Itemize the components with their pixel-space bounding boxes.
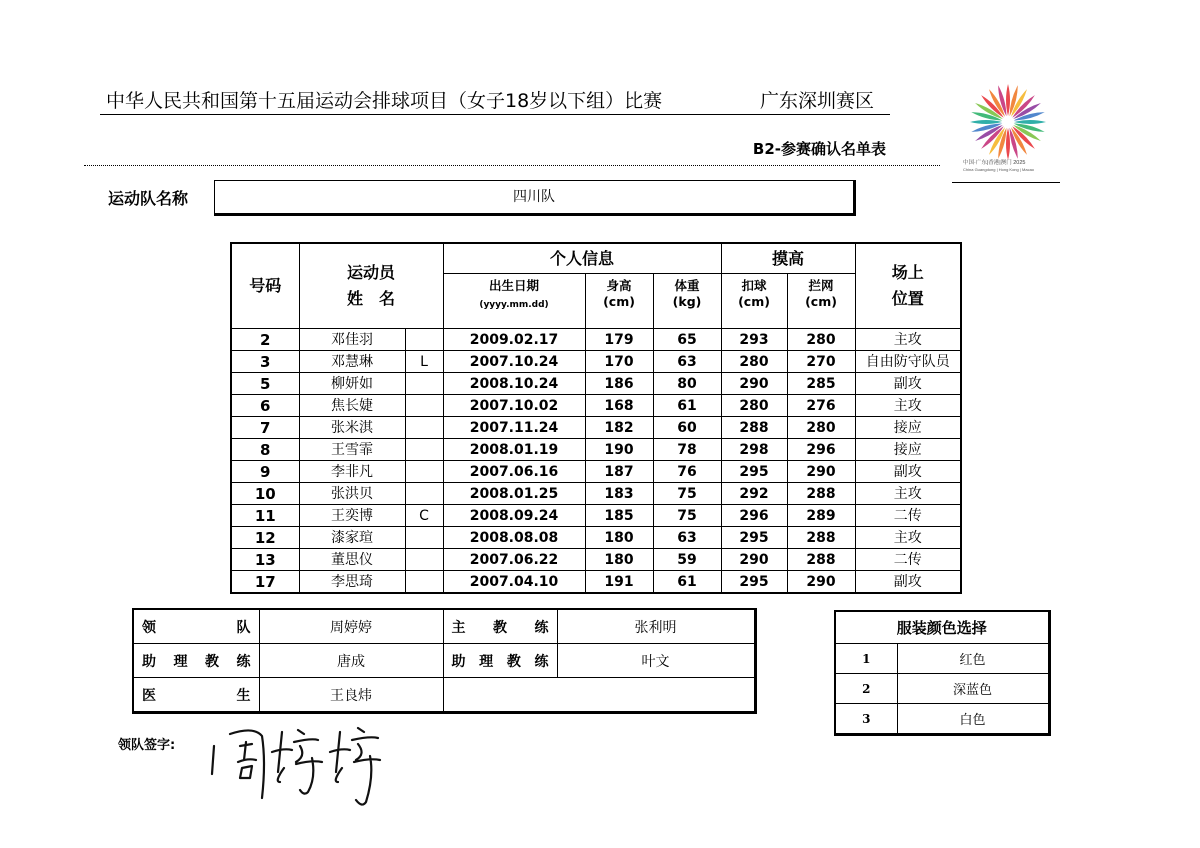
table-row: [231, 351, 961, 373]
leader-name: 周婷婷: [259, 609, 443, 644]
staff-table: [132, 608, 757, 714]
player-height: 186: [585, 373, 653, 395]
player-number: 17: [231, 571, 299, 594]
header-birthdate: [443, 274, 585, 329]
player-role: [405, 461, 443, 483]
player-position: 二传: [855, 505, 961, 527]
head-coach-label: 主教练: [443, 609, 557, 644]
event-title: [100, 88, 890, 115]
player-block-reach: 285: [787, 373, 855, 395]
player-weight: 61: [653, 571, 721, 594]
player-number: 3: [231, 351, 299, 373]
player-block-reach: 288: [787, 483, 855, 505]
player-position: 接应: [855, 439, 961, 461]
header-block-line1: 拦网: [808, 278, 834, 293]
header-height-line1: 身高: [606, 278, 632, 293]
team-label: 运动队名称: [108, 189, 189, 208]
player-block-reach: 290: [787, 461, 855, 483]
player-birthdate: 2008.01.19: [443, 439, 585, 461]
player-height: 190: [585, 439, 653, 461]
player-number: 6: [231, 395, 299, 417]
header-personal-info: 个人信息: [443, 243, 721, 274]
player-role: L: [405, 351, 443, 373]
head-coach-name: 张利明: [557, 609, 755, 644]
player-birthdate: 2007.04.10: [443, 571, 585, 594]
table-row: [231, 505, 961, 527]
player-role: [405, 373, 443, 395]
player-spike-reach: 296: [721, 505, 787, 527]
player-weight: 60: [653, 417, 721, 439]
header-reach: 摸高: [721, 243, 855, 274]
player-position: 副攻: [855, 571, 961, 594]
player-name: 董思仪: [299, 549, 405, 571]
table-row: [231, 439, 961, 461]
player-birthdate: 2007.11.24: [443, 417, 585, 439]
player-position: 主攻: [855, 395, 961, 417]
player-block-reach: 289: [787, 505, 855, 527]
player-position: 主攻: [855, 483, 961, 505]
player-weight: 61: [653, 395, 721, 417]
player-role: [405, 549, 443, 571]
player-role: C: [405, 505, 443, 527]
player-height: 187: [585, 461, 653, 483]
player-weight: 80: [653, 373, 721, 395]
player-position: 副攻: [855, 373, 961, 395]
player-role: [405, 439, 443, 461]
player-block-reach: 270: [787, 351, 855, 373]
player-birthdate: 2007.10.02: [443, 395, 585, 417]
player-name: 邓佳羽: [299, 329, 405, 351]
player-block-reach: 280: [787, 417, 855, 439]
uniform-index: 3: [835, 704, 897, 735]
player-spike-reach: 280: [721, 395, 787, 417]
uniform-color: 红色: [897, 644, 1049, 674]
player-birthdate: 2008.01.25: [443, 483, 585, 505]
divider: [84, 165, 940, 166]
player-number: 12: [231, 527, 299, 549]
player-name: 漆家瑄: [299, 527, 405, 549]
player-name: 邓慧琳: [299, 351, 405, 373]
uniform-header: 服装颜色选择: [835, 611, 1049, 644]
player-height: 179: [585, 329, 653, 351]
header-weight-line1: 体重: [674, 278, 700, 293]
event-title-text: 中华人民共和国第十五届运动会排球项目（女子18岁以下组）比赛: [106, 90, 663, 112]
logo-underline: [952, 182, 1060, 183]
player-name: 焦长婕: [299, 395, 405, 417]
player-height: 191: [585, 571, 653, 594]
doctor-label: 医生: [133, 678, 259, 713]
asst-coach-2-name: 叶文: [557, 644, 755, 678]
player-name: 王奕博: [299, 505, 405, 527]
player-birthdate: 2007.06.22: [443, 549, 585, 571]
player-weight: 59: [653, 549, 721, 571]
player-role: [405, 571, 443, 594]
signature-label: 领队签字:: [118, 738, 176, 753]
player-birthdate: 2008.08.08: [443, 527, 585, 549]
player-spike-reach: 295: [721, 461, 787, 483]
player-weight: 78: [653, 439, 721, 461]
player-name: 张洪贝: [299, 483, 405, 505]
player-spike-reach: 298: [721, 439, 787, 461]
asst-coach-label: 助理教练: [133, 644, 259, 678]
player-block-reach: 280: [787, 329, 855, 351]
table-row: [231, 483, 961, 505]
player-role: [405, 395, 443, 417]
player-spike-reach: 295: [721, 571, 787, 594]
player-height: 185: [585, 505, 653, 527]
header-position-line2: 位置: [891, 289, 924, 308]
table-row: [231, 549, 961, 571]
player-name: 王雪霏: [299, 439, 405, 461]
player-spike-reach: 280: [721, 351, 787, 373]
logo-petal: [970, 120, 1002, 124]
player-role: [405, 527, 443, 549]
player-height: 180: [585, 527, 653, 549]
player-name: 柳妍如: [299, 373, 405, 395]
player-name: 李非凡: [299, 461, 405, 483]
logo-petal: [1006, 128, 1010, 160]
player-name: 张米淇: [299, 417, 405, 439]
player-number: 2: [231, 329, 299, 351]
uniform-color: 白色: [897, 704, 1049, 735]
player-name: 李思琦: [299, 571, 405, 594]
header-weight-line2: (kg): [672, 294, 702, 309]
player-position: 自由防守队员: [855, 351, 961, 373]
header-spike-line1: 扣球: [741, 278, 767, 293]
logo-text: 中国·广东|香港|澳门 2025: [963, 160, 1026, 166]
player-weight: 65: [653, 329, 721, 351]
player-block-reach: 276: [787, 395, 855, 417]
games-logo: [958, 72, 1058, 184]
player-number: 13: [231, 549, 299, 571]
player-birthdate: 2009.02.17: [443, 329, 585, 351]
table-row: [231, 417, 961, 439]
form-subtitle: B2-参赛确认名单表: [752, 140, 886, 158]
player-number: 10: [231, 483, 299, 505]
player-birthdate: 2008.10.24: [443, 373, 585, 395]
header-birthdate-label: 出生日期: [489, 278, 540, 293]
uniform-color: 深蓝色: [897, 674, 1049, 704]
header-position: [855, 243, 961, 329]
asst-coach-name: 唐成: [259, 644, 443, 678]
header-spike-line2: (cm): [738, 294, 770, 309]
player-number: 5: [231, 373, 299, 395]
player-spike-reach: 288: [721, 417, 787, 439]
header-athlete-line1: 运动员: [347, 263, 396, 282]
division-text: 广东深圳赛区: [760, 90, 875, 112]
player-number: 11: [231, 505, 299, 527]
table-row: [231, 373, 961, 395]
uniform-index: 2: [835, 674, 897, 704]
leader-label: 领队: [133, 609, 259, 644]
player-position: 主攻: [855, 329, 961, 351]
header-number: 号码: [231, 243, 299, 329]
player-spike-reach: 295: [721, 527, 787, 549]
player-birthdate: 2008.09.24: [443, 505, 585, 527]
player-block-reach: 290: [787, 571, 855, 594]
logo-petal: [1014, 120, 1046, 124]
player-block-reach: 296: [787, 439, 855, 461]
player-role: [405, 483, 443, 505]
player-birthdate: 2007.06.16: [443, 461, 585, 483]
player-block-reach: 288: [787, 549, 855, 571]
player-position: 接应: [855, 417, 961, 439]
player-birthdate: 2007.10.24: [443, 351, 585, 373]
player-height: 183: [585, 483, 653, 505]
asst-coach-2-label: 助理教练: [443, 644, 557, 678]
table-row: [231, 329, 961, 351]
player-number: 7: [231, 417, 299, 439]
uniform-color-table: [834, 610, 1051, 736]
player-height: 168: [585, 395, 653, 417]
header-weight: [653, 274, 721, 329]
doctor-name: 王良炜: [259, 678, 443, 713]
table-row: [231, 571, 961, 594]
team-name-field: 四川队: [214, 180, 856, 216]
logo-text-en: China Guangdong | Hong Kong | Macao: [963, 167, 1035, 172]
player-weight: 76: [653, 461, 721, 483]
player-number: 9: [231, 461, 299, 483]
header-athlete-line2: 姓 名: [347, 289, 396, 308]
player-height: 180: [585, 549, 653, 571]
staff-empty-cell: [443, 678, 755, 713]
player-position: 二传: [855, 549, 961, 571]
player-weight: 75: [653, 483, 721, 505]
player-position: 主攻: [855, 527, 961, 549]
player-height: 182: [585, 417, 653, 439]
player-block-reach: 288: [787, 527, 855, 549]
player-weight: 63: [653, 351, 721, 373]
player-spike-reach: 293: [721, 329, 787, 351]
header-height-line2: (cm): [603, 294, 635, 309]
header-height: [585, 274, 653, 329]
header-athlete: [299, 243, 443, 329]
table-row: [231, 527, 961, 549]
player-number: 8: [231, 439, 299, 461]
table-row: [231, 461, 961, 483]
roster-table: [230, 242, 962, 594]
header-spike: [721, 274, 787, 329]
player-weight: 63: [653, 527, 721, 549]
player-role: [405, 329, 443, 351]
header-block: [787, 274, 855, 329]
header-block-line2: (cm): [805, 294, 837, 309]
table-row: [231, 395, 961, 417]
player-weight: 75: [653, 505, 721, 527]
player-spike-reach: 292: [721, 483, 787, 505]
player-spike-reach: 290: [721, 549, 787, 571]
uniform-index: 1: [835, 644, 897, 674]
player-height: 170: [585, 351, 653, 373]
leader-signature: [200, 712, 390, 812]
header-position-line1: 场上: [891, 263, 924, 282]
header-birthdate-format: (yyyy.mm.dd): [479, 300, 549, 310]
player-position: 副攻: [855, 461, 961, 483]
roster-body: [231, 329, 961, 594]
player-spike-reach: 290: [721, 373, 787, 395]
logo-petal: [1006, 84, 1010, 116]
player-role: [405, 417, 443, 439]
